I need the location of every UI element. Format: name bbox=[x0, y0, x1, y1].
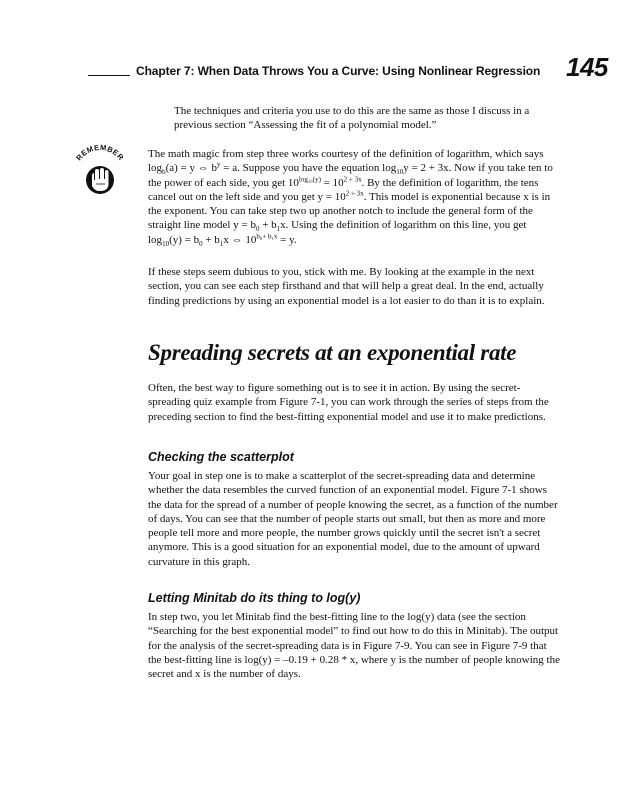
subheading-minitab: Letting Minitab do its thing to log(y) bbox=[148, 591, 361, 605]
subheading-scatterplot: Checking the scatterplot bbox=[148, 450, 294, 464]
remember-icon bbox=[68, 144, 132, 200]
page-number: 145 bbox=[566, 52, 608, 82]
svg-text:REMEMBER bbox=[74, 144, 126, 162]
section-heading: Spreading secrets at an exponential rate bbox=[148, 340, 517, 365]
paragraph-math-magic: The math magic from step three works courtesy of the definition of logarithm, which says $\log_b(a) = y$ ⇔ $b^y = a$. Suppose you have the equation $\log_{10}y = 2 + 3x$. Now if you take ten to the power of each side, you get $10^{log_{10}(y)} = 10^{2 + 3x}$. By the definition of logarithm, the tens cancel out on the left side and you get $y = 10^{2 + 3x}$. This model is exponential because x is in the exponent. You can take step two up another notch to include the general form of the straight line model $y = b_0 + b_1x$. Using the definition of logarithm on this line, you get $\log_{10}(y) = b_0 + b_1x$ ⇔ $10^{b_0+ b_1x} = y$. bbox=[148, 148, 553, 248]
paragraph-step-two: In step two, you let Minitab find the best-fitting line to the log(y) data (see the section “Searching for the best exponential model” to find out how to do this in Minitab). The output for the analysis of the secret-spreading data is in Figure 7-9. You can see in Figure 7-9 that the best-fitting line is log(y) = –0.19 + 0.28 * x, where y is the number of people knowing the secret and x is the number of days. bbox=[148, 611, 561, 681]
paragraph-step-one: Your goal in step one is to make a scatterplot of the secret-spreading data and determine whether the data resembles the curved function of an exponential model. Figure 7-1 shows the data for the spread of a number of people knowing the secret, as a function of the number of days. You can see that the number of people starts out small, but then as more and more people tell more and more people, the number grows quickly until the secret isn't a secret anymore. This is a good situation for an exponential model, due to the amount of upward curvature in this graph. bbox=[148, 470, 558, 568]
paragraph-criteria: The techniques and criteria you use to do this are the same as those I discuss in a previous section “Assessing the fit of a polynomial model.” bbox=[174, 105, 530, 132]
paragraph-dubious-steps: If these steps seem dubious to you, stick with me. By looking at the example in the next section, you can see each step firsthand and that will help a great deal. In the end, actually finding predictions by using an exponential model is a lot easier to do than it is to explain. bbox=[148, 266, 545, 307]
paragraph-see-in-action: Often, the best way to figure something out is to see it in action. By using the secret-spreading quiz example from Figure 7-1, you can work through the series of steps from the preceding section to find the best-fitting exponential model and use it to make predictions. bbox=[148, 382, 549, 423]
running-header: Chapter 7: When Data Throws You a Curve: Using Nonlinear Regression bbox=[136, 64, 541, 78]
header-rule bbox=[88, 75, 130, 76]
remember-icon-label: REMEMBER bbox=[74, 144, 126, 163]
